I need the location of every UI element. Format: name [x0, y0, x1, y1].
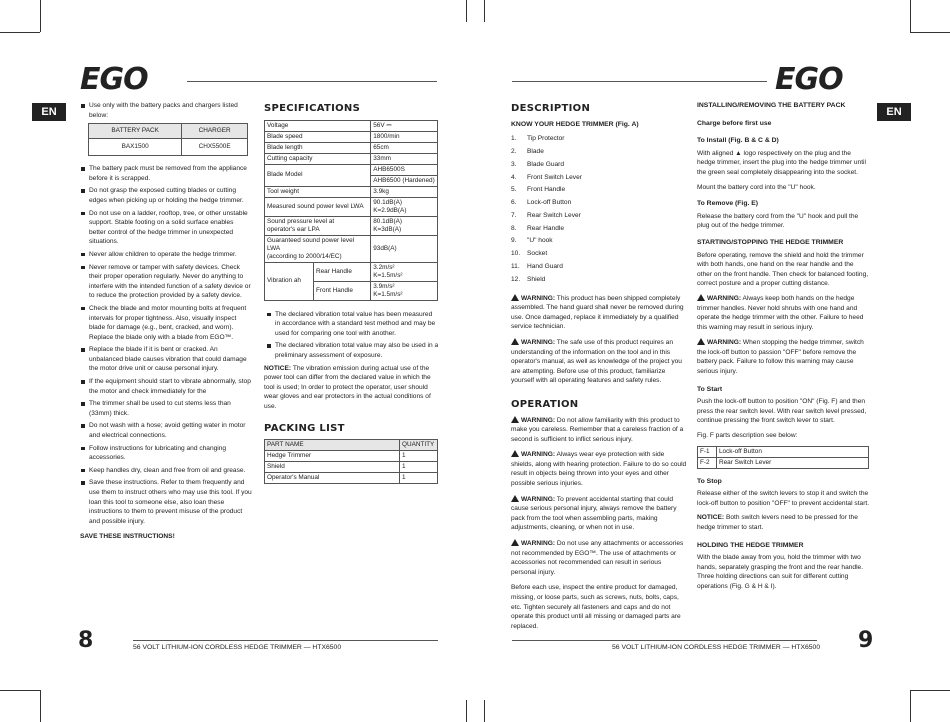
item-text: Shield [527, 275, 546, 283]
list-item [511, 134, 687, 144]
warning-text: When stopping the hedge trimmer, switch the lock-off button to passion "OFF" before remove the battery pack. Failure to follow this warning may cause serious injury. [697, 339, 864, 376]
item-text: Blade [527, 147, 544, 155]
warning-block [511, 416, 687, 445]
spec-value-line: K=3dB(A) [373, 225, 402, 233]
spec-value: 1800/min [371, 131, 438, 142]
list-item [511, 198, 687, 208]
packing-header: QUANTITY [400, 440, 438, 451]
spec-label: Cutting capacity [265, 153, 371, 164]
spec-value: AHB6500S [371, 164, 438, 175]
description-heading: DESCRIPTION [511, 103, 591, 114]
spec-value-line: 80.1dB(A) [373, 217, 403, 225]
spec-label [265, 235, 371, 262]
intro-bullet: Use only with the battery packs and chargers listed below: [80, 101, 252, 120]
item-text: Hand Guard [527, 263, 563, 270]
warning-block [511, 495, 687, 533]
header-rule [187, 81, 437, 82]
item-text: Lock-off Button [527, 199, 572, 207]
parts-list [511, 134, 687, 284]
holding-heading: HOLDING THE HEDGE TRIMMER [697, 541, 804, 549]
crop-mark [910, 0, 911, 32]
warning-block [511, 450, 687, 488]
spec-sublabel: Rear Handle [314, 262, 371, 281]
operation-column [697, 101, 870, 597]
warning-icon [697, 338, 705, 345]
mount-text: Mount the battery cord into the "U" hook. [697, 183, 816, 191]
crop-mark [484, 700, 485, 722]
fig-f-text: Fig. F parts description see below: [697, 432, 798, 440]
start-stop-text: Before operating, remove the shield and hold the trimmer with both hands, one hand on the rear handle and the other on the front handle. Then check for balanced footing, correct posture and a proper cutting distance. [697, 251, 869, 288]
warning-block [511, 539, 687, 577]
crop-mark [466, 0, 467, 22]
warning-block [697, 294, 870, 332]
safety-bullet: Save these instructions. Refer to them frequently and use them to instruct others who may use this tool. If you loan this tool to someone else, also loan these instructions to them to prevent misuse of the product and possible injury. [80, 478, 252, 526]
safety-bullet: Do not grasp the exposed cutting blades or cutting edges when picking up or holding the hedge trimmer. [80, 186, 252, 205]
install-heading: INSTALLING/REMOVING THE BATTERY PACK [697, 102, 846, 109]
page-footer: 56 VOLT LITHIUM-ION CORDLESS HEDGE TRIMMER — HTX6500 [612, 644, 821, 651]
language-tab: EN [32, 103, 66, 121]
spec-label: Blade Model [265, 164, 371, 186]
warning-icon [511, 294, 519, 301]
safety-bullet: The battery pack must be removed from the appliance before it is scrapped. [80, 164, 252, 183]
spec-label-line: (according to 2000/14/EC) [267, 252, 342, 260]
fig-f-cell: F-2 [698, 457, 717, 468]
item-text: Front Handle [527, 186, 566, 194]
warning-text: Do not allow familiarity with this product to make you careless. Remember that a careless fraction of a second is sufficient to inflict serious injury. [511, 416, 684, 443]
spec-label: Tool weight [265, 186, 371, 197]
spec-table [264, 120, 438, 301]
packing-cell: 1 [400, 473, 438, 484]
spec-label: Vibration ah [265, 262, 314, 300]
warning-block [697, 338, 870, 376]
item-number: 6. [511, 199, 517, 207]
notice-text: The vibration emission during actual use of the power tool can differ from the declared value in which the tool is used; In order to protect the operator, user should wear gloves and ear protectors in the actual conditions of use. [264, 364, 431, 410]
spec-bullet: The declared vibration total value has been measured in accordance with a standard test method and may be used for comparing one tool with another. [266, 310, 439, 339]
list-item [511, 211, 687, 221]
before-use-text: Before each use, inspect the entire product for damaged, missing, or loose parts, such as screws, nuts, bolts, caps, etc. Tighten securely all fasteners and caps and do not operate this product until all missing or damaged parts are replaced. [511, 584, 681, 630]
spec-value: 56V ⎓ [371, 120, 438, 131]
language-tab: EN [877, 103, 911, 121]
list-item [511, 185, 687, 195]
warning-icon [511, 539, 519, 546]
warning-label: WARNING: [521, 540, 556, 548]
item-text: Tip Protector [527, 135, 565, 143]
notice-text: Both switch levers need to be pressed for the hedge trimmer to start. [697, 514, 858, 531]
battery-table [88, 123, 248, 156]
safety-bullet: Replace the blade if it is bent or cracked. An unbalanced blade causes vibration that could damage the motor drive unit or cause personal injury. [80, 345, 252, 374]
to-remove-heading: To Remove (Fig. E) [697, 200, 759, 208]
warning-text: This product has been shipped completely assembled. The hand guard shall never be removed during use. Once damaged, replace it immediately by a qualified service technician. [511, 294, 684, 331]
item-number: 12. [511, 275, 521, 283]
spec-value-line: 3.9m/s² [373, 282, 395, 290]
page-number: 8 [78, 628, 94, 653]
item-number: 3. [511, 160, 517, 168]
packing-heading: PACKING LIST [264, 422, 345, 434]
to-start-text: Push the lock-off button to position "ON" (Fig. F) and then press the rear switch level. With rear switch level pressed, continue pressing the front switch lever to start. [697, 398, 867, 425]
safety-bullet: Keep handles dry, clean and free from oil and grease. [80, 466, 252, 476]
item-number: 1. [511, 135, 517, 143]
charge-heading: Charge before first use [697, 119, 772, 127]
packing-cell: Shield [265, 462, 400, 473]
footer-rule [133, 640, 438, 641]
list-item [511, 275, 687, 285]
start-stop-heading: STARTING/STOPPING THE HEDGE TRIMMER [697, 238, 844, 246]
spec-value: AHB6500 (Hardened) [371, 175, 438, 186]
fig-f-cell: F-1 [698, 446, 717, 457]
spec-value-line: 3.2m/s² [373, 263, 395, 271]
warning-label: WARNING: [707, 339, 742, 347]
spec-label-line: Guaranteed sound power level [267, 236, 355, 244]
notice-label: NOTICE: [697, 514, 725, 522]
battery-table-header: BATTERY PACK [89, 124, 182, 139]
to-stop-text: Release either of the switch levers to stop it and switch the lock-off button to position "OFF" to prevent accidental start. [697, 490, 870, 507]
battery-table-cell: CHX5500E [182, 139, 248, 156]
save-instructions: SAVE THESE INSTRUCTIONS! [80, 533, 175, 541]
ego-logo: EGO [80, 62, 148, 97]
list-item [511, 173, 687, 183]
warning-text: Do not use any attachments or accessories not recommended by EGO™. The use of attachments or accessories not recommended can result in serious personal injury. [511, 540, 684, 576]
packing-cell: Operator's Manual [265, 473, 400, 484]
spec-label [265, 216, 371, 235]
safety-bullet: The trimmer shall be used to cut stems less than (33mm) thick. [80, 399, 252, 418]
spec-label-line: LWA [267, 244, 281, 252]
header-rule [512, 81, 767, 82]
warning-text: The safe use of this product requires an understanding of the information on the tool and in this operator's manual, as well as knowledge of the project you are attempting. Before use of this product, familiarize yourself with all operating features and safety rules. [511, 338, 682, 385]
spec-value: 33mm [371, 153, 438, 164]
spec-value [371, 281, 438, 300]
spec-value-line: K=1.5m/s² [373, 271, 403, 279]
operation-heading: OPERATION [511, 398, 579, 410]
warning-icon [511, 338, 519, 345]
safety-column [80, 101, 252, 542]
safety-bullet: Never allow children to operate the hedge trimmer. [80, 250, 252, 260]
warning-icon [697, 294, 705, 301]
crop-mark [40, 0, 41, 32]
crop-mark [0, 32, 40, 33]
fig-f-cell: Rear Switch Lever [717, 457, 869, 468]
packing-table [264, 439, 438, 484]
warning-block [511, 338, 687, 386]
warning-label: WARNING: [521, 338, 556, 346]
warning-label: WARNING: [707, 294, 742, 302]
notice-label: NOTICE: [264, 364, 292, 372]
battery-table-cell: BAX1500 [89, 139, 182, 156]
spec-sublabel: Front Handle [314, 281, 371, 300]
item-number: 4. [511, 173, 517, 181]
packing-cell: Hedge Trimmer [265, 451, 400, 462]
item-number: 7. [511, 211, 517, 219]
list-item [511, 262, 687, 272]
page-number: 9 [858, 628, 874, 653]
safety-bullet: If the equipment should start to vibrate abnormally, stop the motor and check immediately for the [80, 377, 252, 396]
item-number: 11. [511, 263, 520, 270]
spec-label-line: Sound pressure level at [267, 217, 335, 225]
spec-label: Measured sound power level LWA [265, 197, 371, 216]
page-footer: 56 VOLT LITHIUM-ION CORDLESS HEDGE TRIMMER — HTX6500 [133, 644, 342, 651]
item-text: Front Switch Lever [527, 173, 582, 181]
crop-mark [910, 690, 911, 722]
stop-notice [697, 513, 870, 532]
spec-label-line: operator's ear LPA [267, 225, 320, 233]
spec-value-line: 90.1dB(A) [373, 198, 403, 206]
crop-mark [910, 32, 950, 33]
list-item [511, 236, 687, 246]
spec-notice [264, 364, 439, 412]
item-text: "U" hook [527, 237, 553, 245]
warning-label: WARNING: [521, 495, 556, 503]
warning-text: To prevent accidental starting that could cause serious personal injury, always remove the battery pack from the tool when assembling parts, making adjustments, cleaning, or when not in use. [511, 495, 677, 532]
remove-text: Release the battery cord from the "U" hook and pull the plug out of the hedge trimmer. [697, 212, 859, 230]
crop-mark [466, 700, 467, 722]
warning-icon [511, 450, 519, 457]
item-text: Socket [527, 250, 548, 258]
list-item [511, 147, 687, 157]
crop-mark [910, 690, 950, 691]
warning-label: WARNING: [521, 451, 556, 459]
crop-mark [0, 690, 40, 691]
spec-column [264, 104, 439, 484]
spec-value-line: K=1.5m/s² [373, 290, 403, 298]
item-number: 2. [511, 147, 517, 155]
spec-value [371, 262, 438, 281]
spec-value-line: K=2.9dB(A) [373, 206, 407, 214]
warning-icon [511, 495, 519, 502]
to-stop-heading: To Stop [697, 477, 722, 485]
spec-label: Blade speed [265, 131, 371, 142]
fig-f-cell: Lock-off Button [717, 446, 869, 457]
spec-bullet: The declared vibration total value may also be used in a preliminary assessment of exposure. [266, 341, 439, 360]
warning-icon [511, 416, 519, 423]
item-text: Rear Handle [527, 224, 565, 232]
item-text: Blade Guard [527, 160, 565, 168]
footer-rule [512, 640, 817, 641]
spec-label: Blade length [265, 142, 371, 153]
packing-cell: 1 [400, 451, 438, 462]
to-install-heading: To Install (Fig. B & C & D) [697, 137, 779, 145]
spec-value [371, 197, 438, 216]
holding-text: With the blade away from you, hold the trimmer with two hands, separately grasping the front and the rear handle. Three holding directions can suit for different cutting operations (Fig. G & H & I). [697, 554, 864, 590]
spec-value: 65cm [371, 142, 438, 153]
item-number: 5. [511, 186, 517, 194]
item-number: 10. [511, 250, 521, 258]
warning-label: WARNING: [521, 294, 556, 302]
item-number: 9. [511, 237, 517, 245]
list-item [511, 249, 687, 259]
safety-bullet: Never remove or tamper with safety devices. Check their proper operation regularly. Never do anything to interfere with the intended function of a safety device or to reduce the protection provided by a safety device. [80, 263, 252, 301]
crop-mark [40, 690, 41, 722]
warning-text: Always keep both hands on the hedge trimmer handles. Never hold shrubs with one hand and operate the hedge trimmer with the other. Failure to heed this warning may result in serious injury. [697, 294, 864, 331]
packing-header: PART NAME [265, 440, 400, 451]
safety-bullet: Do not use on a ladder, rooftop, tree, or other unstable support. Stable footing on a solid surface enables better control of the hedge trimmer in unexpected situations. [80, 209, 252, 247]
spec-heading: SPECIFICATIONS [264, 103, 361, 114]
to-start-heading: To Start [697, 385, 723, 393]
spec-value [371, 216, 438, 235]
ego-logo: EGO [775, 62, 843, 97]
packing-cell: 1 [400, 462, 438, 473]
safety-bullet: Follow instructions for lubricating and changing accessories. [80, 444, 252, 463]
safety-bullet: Check the blade and motor mounting bolts at frequent intervals for proper tightness. Also, visually inspect blade for damage (e.g., bent, cracked, and worn). Replace the blade only with a blade from EGO™. [80, 304, 252, 342]
battery-table-header: CHARGER [182, 124, 248, 139]
spec-label: Voltage [265, 120, 371, 131]
list-item [511, 160, 687, 170]
fig-f-table [697, 446, 869, 469]
warning-text: Always wear eye protection with side shields, along with hearing protection. Failure to do so could result in objects being thrown into your eyes and other possible serious injuries. [511, 451, 687, 488]
item-text: Rear Switch Lever [527, 211, 581, 219]
know-heading: KNOW YOUR HEDGE TRIMMER (Fig. A) [511, 120, 639, 128]
description-column [511, 104, 687, 636]
install-text: With aligned ▲ logo respectively on the plug and the hedge trimmer, insert the plug into the hedge trimmer until the green seal completely disappearing into the socket. [697, 149, 866, 176]
list-item [511, 224, 687, 234]
spec-value: 93dB(A) [371, 235, 438, 262]
spec-value: 3.9kg [371, 186, 438, 197]
item-number: 8. [511, 224, 517, 232]
crop-mark [484, 0, 485, 22]
warning-label: WARNING: [521, 416, 556, 424]
warning-block [511, 294, 687, 332]
safety-bullet: Do not wash with a hose; avoid getting water in motor and electrical connections. [80, 421, 252, 440]
